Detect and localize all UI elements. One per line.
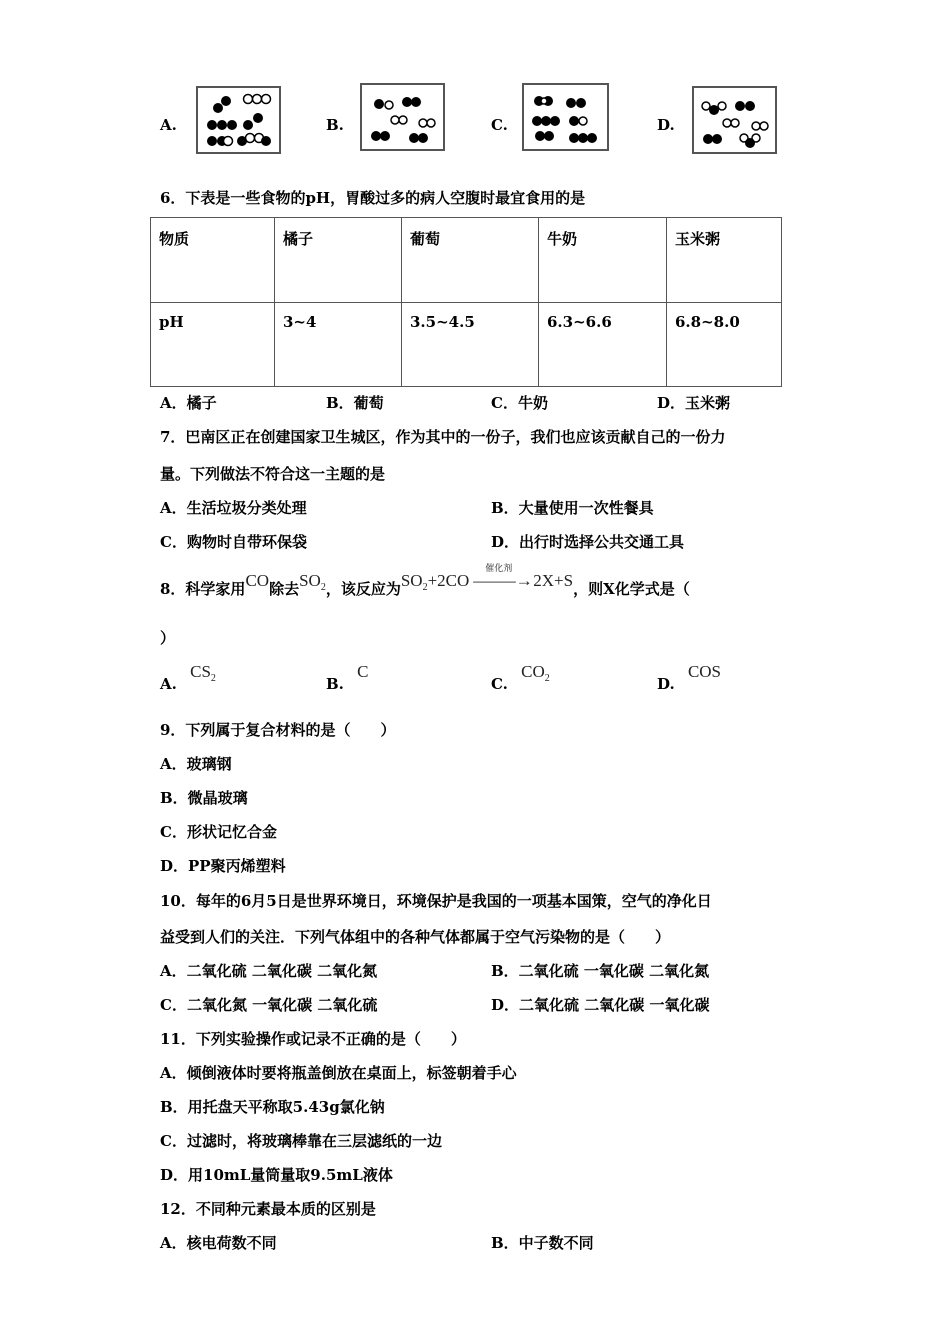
- q10-option-d: D．二氧化硫 二氧化碳 一氧化碳: [491, 996, 710, 1014]
- table-row: [151, 303, 782, 387]
- q8-option-c-text: CO: [521, 662, 545, 681]
- q5-option-a-diagram: [196, 86, 281, 154]
- q8-mid1: 除去: [269, 580, 300, 598]
- q8-option-a-text: CS: [190, 662, 211, 681]
- table-cell: 3.5~4.5: [402, 303, 539, 387]
- q9-option-c: C．形状记忆合金: [160, 823, 277, 841]
- table-header-cell: 牛奶: [539, 218, 667, 303]
- q8-option-a: [160, 662, 216, 692]
- table-cell: 3~4: [275, 303, 402, 387]
- table-cell: 6.8~8.0: [667, 303, 782, 387]
- q11-option-d: D．用10mL量筒量取9.5mL液体: [160, 1166, 393, 1184]
- q7-option-d: D．出行时选择公共交通工具: [491, 533, 685, 551]
- ph-table: [150, 217, 782, 387]
- q6-option-b: B．葡萄: [326, 394, 384, 412]
- molecule-diagram-a: [198, 88, 279, 152]
- q6-option-c: C．牛奶: [491, 394, 548, 412]
- q5-option-c-label: C.: [491, 116, 508, 134]
- q6-option-a: A．橘子: [160, 394, 217, 412]
- q10-option-b: B．二氧化硫 一氧化碳 二氧化氮: [491, 962, 710, 980]
- q11-option-c: C．过滤时，将玻璃棒靠在三层滤纸的一边: [160, 1132, 442, 1150]
- q8-prefix: 8．科学家用: [160, 580, 246, 598]
- q7-option-b: B．大量使用一次性餐具: [491, 499, 654, 517]
- q8-option-c-label: C.: [491, 675, 508, 693]
- q5-option-b-diagram: [360, 83, 445, 151]
- q8-option-b-label: B.: [326, 675, 344, 693]
- q6-stem: 6．下表是一些食物的pH，胃酸过多的病人空腹时最宜食用的是: [160, 189, 586, 207]
- q5-option-d-diagram: [692, 86, 777, 154]
- q7-option-c: C．购物时自带环保袋: [160, 533, 307, 551]
- q8-option-c: [491, 662, 550, 692]
- q8-eq-so-sub: 2: [422, 582, 428, 593]
- q9-option-a: A．玻璃钢: [160, 755, 232, 773]
- q7-option-a: A．生活垃圾分类处理: [160, 499, 307, 517]
- q8-option-b-formula: C: [357, 662, 369, 681]
- q10-option-a: A．二氧化硫 二氧化碳 二氧化氮: [160, 962, 378, 980]
- table-cell: pH: [151, 303, 275, 387]
- q8-mid2: ，该反应为: [325, 580, 401, 598]
- molecule-diagram-c: [524, 85, 607, 149]
- table-header-cell: 橘子: [275, 218, 402, 303]
- q9-stem: 9．下列属于复合材料的是（ ）: [160, 721, 396, 739]
- q9-option-b: B．微晶玻璃: [160, 789, 248, 807]
- q8-option-a-label: A.: [160, 675, 177, 693]
- q8-option-d: [657, 662, 721, 692]
- table-header-cell: 物质: [151, 218, 275, 303]
- q10-stem-line2: 益受到人们的关注．下列气体组中的各种气体都属于空气污染物的是（ ）: [160, 928, 671, 946]
- q11-option-b: B．用托盘天平称取5.43g氯化钠: [160, 1098, 385, 1116]
- q5-option-a-label: A.: [160, 116, 177, 134]
- q8-eq-left: +2CO: [427, 571, 470, 590]
- q8-suffix: ，则X化学式是（: [573, 580, 690, 598]
- table-header-cell: 玉米粥: [667, 218, 782, 303]
- q8-eq-right: 2X+S: [533, 571, 574, 590]
- q8-stem: [160, 563, 690, 600]
- q8-co: CO: [245, 571, 270, 590]
- q12-option-a: A．核电荷数不同: [160, 1234, 277, 1252]
- q8-option-d-formula: COS: [687, 662, 722, 681]
- q5-option-c-diagram: [522, 83, 609, 151]
- q8-option-b: [326, 662, 368, 692]
- q12-stem: 12．不同种元素最本质的区别是: [160, 1200, 376, 1218]
- q11-stem: 11．下列实验操作或记录不正确的是（ ）: [160, 1030, 466, 1048]
- molecule-diagram-b: [362, 85, 443, 149]
- q8-option-a-formula: [190, 662, 216, 684]
- q6-option-d: D．玉米粥: [657, 394, 731, 412]
- q10-stem-line1: 10．每年的6月5日是世界环境日，环境保护是我国的一项基本国策，空气的净化日: [160, 892, 712, 910]
- table-row: [151, 218, 782, 303]
- table-header-cell: 葡萄: [402, 218, 539, 303]
- q8-so-text: SO: [299, 571, 321, 590]
- q8-option-c-sub: 2: [544, 673, 550, 684]
- q8-arrow: 催化剂 –––––→: [473, 563, 533, 590]
- q8-so2: [299, 571, 326, 593]
- table-cell: 6.3~6.6: [539, 303, 667, 387]
- molecule-diagram-d: [694, 88, 775, 152]
- q10-option-c: C．二氧化氮 一氧化碳 二氧化硫: [160, 996, 378, 1014]
- q8-option-c-formula: [521, 662, 550, 684]
- q7-stem-line2: 量。下列做法不符合这一主题的是: [160, 465, 386, 483]
- q8-close-paren: ）: [160, 629, 176, 647]
- q12-option-b: B．中子数不同: [491, 1234, 594, 1252]
- q5-option-b-label: B.: [326, 116, 344, 134]
- q8-so-sub: 2: [320, 582, 326, 593]
- q9-option-d: D．PP聚丙烯塑料: [160, 857, 286, 875]
- q7-stem-line1: 7．巴南区正在创建国家卫生城区，作为其中的一份子，我们也应该贡献自己的一份力: [160, 428, 726, 446]
- q11-option-a: A．倾倒液体时要将瓶盖倒放在桌面上，标签朝着手心: [160, 1064, 517, 1082]
- q8-option-d-label: D.: [657, 675, 675, 693]
- q8-option-a-sub: 2: [210, 673, 216, 684]
- q8-catalyst: 催化剂: [485, 563, 513, 573]
- q8-equation: [400, 563, 574, 593]
- q8-eq-so: SO: [400, 571, 423, 590]
- q5-option-d-label: D.: [657, 116, 675, 134]
